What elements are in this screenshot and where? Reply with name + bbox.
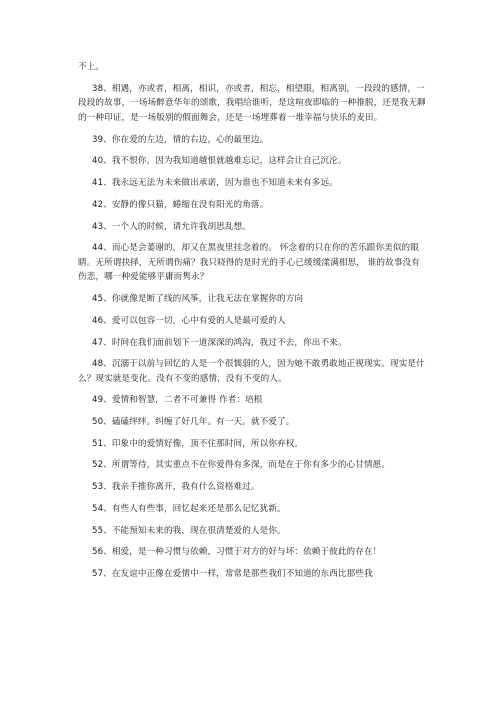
paragraph-40: 40、我不恨你，因为我知道越恨就越难忘记，这样会让自己沉沦。 bbox=[92, 156, 347, 167]
paragraph-44: 44、而心是会萎谢的，却又在黑夜里挂念着的。 怀念着的只在你的苦乐跟你美似的眼睛。无所谓抉择，无所谓伤痛？我只晓得的是时光的手心已缓缓漾满相思， 谁的故事没有伤悲，哪一种爱能够平庸而隽永？ bbox=[78, 243, 420, 283]
paragraph-46: 46、爱可以包容一切，心中有爱的人是最可爱的人 bbox=[92, 315, 286, 326]
paragraph-55: 55、不能预知未来的我，现在很清楚爱的人是你。 bbox=[92, 525, 286, 536]
paragraph-38: 38、相遇，亦或者，相离，相识，亦或者，相忘，相望眼，相离别，一段段的感情，一段段的故事，一场场醉意华年的颂歌，我唱给谁听，是这喧夜即临的一种推脱，还是我无聊的一种印证，是一场版别的假面舞会，还是一场埋葬着一堆幸福与快乐的麦田。 bbox=[78, 83, 426, 123]
paragraph-42: 42、安静的像只猫，蜷缩在没有阳光的角落。 bbox=[92, 199, 269, 210]
paragraph-53: 53、我亲手推你离开，我有什么资格难过。 bbox=[92, 482, 260, 493]
paragraph-52: 52、所谓等待，其实重点不在你爱得有多深，而是在于你有多少的心甘情愿。 bbox=[92, 460, 391, 471]
paragraph-56: 56、相爱，是一种习惯与依赖，习惯于对方的好与坏：依赖于彼此的存在！ bbox=[92, 547, 382, 558]
paragraph-continuation: 不上。 bbox=[78, 62, 105, 72]
paragraph-39: 39、你在爱的左边，情的右边，心的最里边。 bbox=[92, 134, 269, 145]
paragraph-57: 57、在友谊中正像在爱情中一样，常常是那些我们不知道的东西比那些我 bbox=[92, 569, 373, 580]
paragraph-43: 43、一个人的时候，请允许我胡思乱想。 bbox=[92, 221, 251, 232]
paragraph-48: 48、沉溺于以前与回忆的人是一个很懦弱的人，因为她不敢勇敢地正视现实。现实是什么？现实就是变化。没有不变的感情，没有不变的人。 bbox=[78, 359, 425, 384]
paragraph-51: 51、印象中的爱情好像，顶不住那时间，所以你弃权。 bbox=[92, 438, 304, 449]
paragraph-50: 50、磕磕绊绊。纠缠了好几年。有一天。就不爱了。 bbox=[92, 416, 295, 427]
paragraph-45: 45、你就像是断了线的风筝，让我无法在掌握你的方向 bbox=[92, 294, 304, 304]
paragraph-49: 49、爱情和智慧，二者不可兼得 作者：培根 bbox=[92, 395, 263, 405]
paragraph-47: 47、时间在我们面前划下一道深深的鸿沟，我过不去，你出不来。 bbox=[92, 337, 347, 348]
paragraph-41: 41、我永远无法为未来做出承诺，因为谁也不知道未来有多远。 bbox=[92, 178, 338, 188]
paragraph-54: 54、有些人有些事，回忆起来还是那么记忆犹新。 bbox=[92, 503, 286, 514]
